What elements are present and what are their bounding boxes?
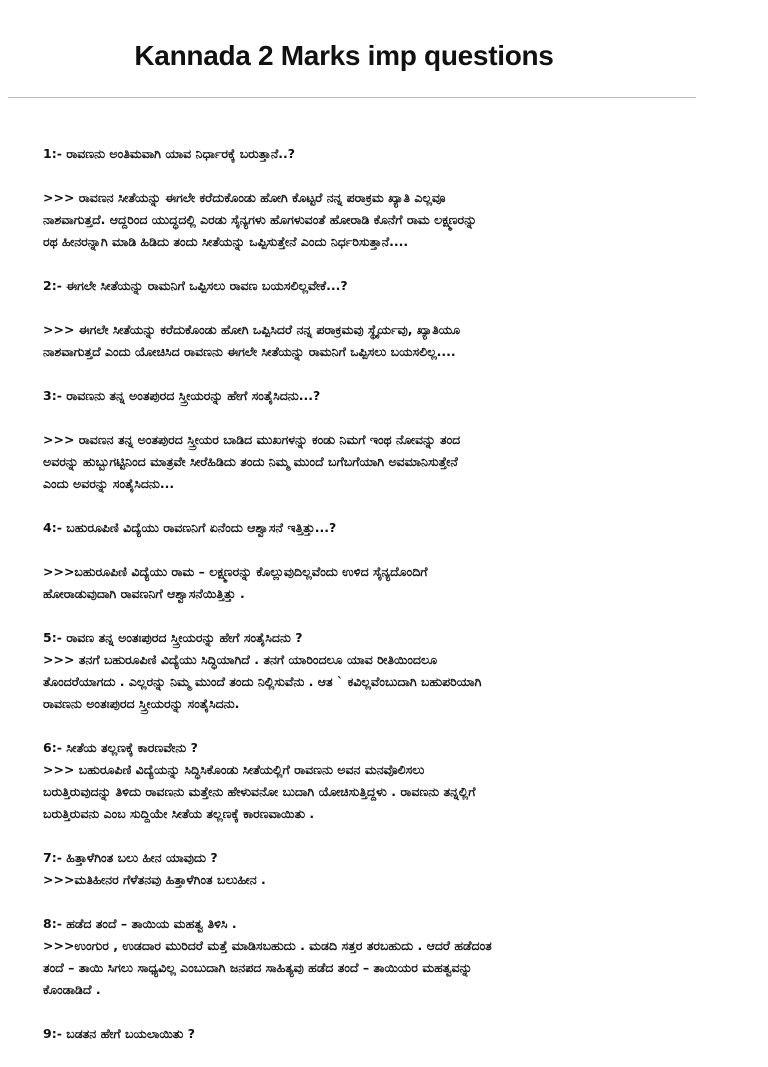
qa-block [43,517,683,605]
answer-text: ನಾಶವಾಗುತ್ತದೆ ಎಂದು ಯೋಚಿಸಿದ ರಾವಣನು ಈಗಲೇ ಸೀತೆಯನ್ನು ರಾಮನಿಗೆ ಒಪ್ಪಿಸಲು ಬಯಸಲಿಲ್ಲ.... [43,344,456,359]
answer-text: >>> ರಾವಣನ ತನ್ನ ಅಂತಪುರದ ಸ್ತ್ರೀಯರ ಬಾಡಿದ ಮುಖಗಳನ್ನು ಕಂಡು ನಿಮಗೆ ಇಂಥ ನೋವನ್ನು ತಂದ [43,432,461,447]
answer-text: >>>ಮತಿಹೀನರ ಗೆಳೆತನವು ಹಿತ್ತಾಳೆಗಿಂತ ಬಲುಹೀನ . [43,872,266,887]
question-text: 4:- ಬಹುರೂಪಿಣಿ ವಿದ್ಯೆಯು ರಾವಣನಿಗೆ ಏನೆಂದು ಆಶ್ವಾಸನೆ ಇತ್ತಿತ್ತು...? [43,520,337,535]
qa-block [43,847,683,891]
qa-block [43,1023,683,1045]
answer-text: >>> ಬಹುರೂಪಿಣಿ ವಿದ್ಯೆಯನ್ನು ಸಿದ್ಧಿಸಿಕೊಂಡು ಸೀತೆಯಲ್ಲಿಗೆ ರಾವಣನು ಅವನ ಮನವೊಲಿಸಲು [43,762,425,777]
answer-text: ತೊಂದರೆಯಾಗದು . ಎಲ್ಲರನ್ನು ನಿಮ್ಮ ಮುಂದೆ ತಂದು ನಿಲ್ಲಿಸುವೆನು . ಆತ ` ಕವಿಲ್ಲವೆಂಬುದಾಗಿ ಬಹುಪರಿಯಾಗಿ [43,674,482,689]
answer-text: ಬರುತ್ತಿರುವನು ಎಂಬ ಸುದ್ದಿಯೇ ಸೀತೆಯ ತಲ್ಲಣಕ್ಕೆ ಕಾರಣವಾಯಿತು . [43,806,315,821]
answer-text: >>> ತನಗೆ ಬಹುರೂಪಿಣಿ ವಿದ್ಯೆಯು ಸಿದ್ಧಿಯಾಗಿದೆ . ತನಗೆ ಯಾರಿಂದಲೂ ಯಾವ ರೀತಿಯಿಂದಲೂ [43,652,438,667]
answer-text: >>>ಉಂಗುರ , ಉಡದಾರ ಮುರಿದರೆ ಮತ್ತೆ ಮಾಡಿಸಬಹುದು . ಮಡದಿ ಸತ್ತರ ತರಬಹುದು . ಆದರೆ ಹಡೆದಂತ [43,938,492,953]
answer-text: ನಾಶವಾಗುತ್ತದೆ. ಆದ್ದರಿಂದ ಯುದ್ಧದಲ್ಲಿ ಎರಡು ಸೈನ್ಯಗಳು ಹೊಗಳುವಂತೆ ಹೋರಾಡಿ ಕೊನೆಗೆ ರಾಮ ಲಕ್ಷ್ಮಣರನ್ನು [43,212,477,227]
answer-text: ತಂದೆ – ತಾಯಿ ಸಿಗಲು ಸಾಧ್ಯವಿಲ್ಲ ಎಂಬುದಾಗಿ ಜನಪದ ಸಾಹಿತ್ಯವು ಹಡೆದ ತಂದೆ – ತಾಯಿಯರ ಮಹತ್ವವನ್ನು [43,960,473,975]
qa-block [43,143,683,253]
question-text: 2:- ಈಗಲೇ ಸೀತೆಯನ್ನು ರಾಮನಿಗೆ ಒಪ್ಪಿಸಲು ರಾವಣ ಬಯಸಲಿಲ್ಲವೇಕೆ...? [43,278,348,293]
question-text: 5:- ರಾವಣ ತನ್ನ ಅಂತಃಪುರದ ಸ್ತ್ರೀಯರನ್ನು ಹೇಗೆ ಸಂತೈಸಿದನು ? [43,630,303,645]
answer-text: ಹೋರಾಡುವುದಾಗಿ ರಾವಣನಿಗೆ ಆಶ್ವಾಸನೆಯಿತ್ತಿತ್ತು . [43,586,245,601]
answer-text: ರಥ ಹೀನರನ್ನಾಗಿ ಮಾಡಿ ಹಿಡಿದು ತಂದು ಸೀತೆಯನ್ನು ಒಪ್ಪಿಸುತ್ತೇನೆ ಎಂದು ನಿರ್ಧರಿಸುತ್ತಾನೆ.... [43,234,409,249]
answer-text: >>> ಈಗಲೇ ಸೀತೆಯನ್ನು ಕರೆದುಕೊಂಡು ಹೋಗಿ ಒಪ್ಪಿಸಿದರೆ ನನ್ನ ಪರಾಕ್ರಮವು ಸ್ಥೈರ್ಯವು, ಖ್ಯಾತಿಯೂ [43,322,461,337]
question-text: 6:- ಸೀತೆಯ ತಲ್ಲಣಕ್ಕೆ ಕಾರಣವೇನು ? [43,740,198,755]
question-text: 8:- ಹಡೆದ ತಂದೆ – ತಾಯಿಯ ಮಹತ್ವ ತಿಳಿಸಿ . [43,916,237,931]
answer-text: ಅವರನ್ನು ಹುಬ್ಬುಗಟ್ಟಿನಿಂದ ಮಾತ್ರವೇ ಸೀರೆಹಿಡಿದು ತಂದು ನಿಮ್ಮ ಮುಂದೆ ಬಗೆಬಗೆಯಾಗಿ ಅವಮಾನಿಸುತ್ತೇನೆ [43,454,458,469]
qa-block [43,913,683,1001]
answer-text: ಕೊಂಡಾಡಿದೆ . [43,982,101,997]
answer-text: >>>ಬಹುರೂಪಿಣಿ ವಿದ್ಯೆಯು ರಾಮ – ಲಕ್ಷ್ಮಣರನ್ನು ಕೊಲ್ಲುವುದಿಲ್ಲವೆಂದು ಉಳಿದ ಸೈನ್ಯದೊಂದಿಗೆ [43,564,428,579]
document-title: Kannada 2 Marks imp questions [134,40,554,71]
qa-block [43,627,683,715]
title-divider [8,97,696,98]
question-list [43,143,683,1067]
question-text: 9:- ಬಡತನ ಹೇಗೆ ಬಯಲಾಯಿತು ? [43,1026,195,1041]
qa-block [43,385,683,495]
answer-text: ಬರುತ್ತಿರುವುದನ್ನು ತಿಳಿದು ರಾವಣನು ಮತ್ತೇನು ಹೇಳುವನೋ ಬುದಾಗಿ ಯೋಚಿಸುತ್ತಿದ್ದಳು . ರಾವಣನು ತನ್ನಲ್ಲಿಗೆ [43,784,476,799]
answer-text: >>> ರಾವಣನ ಸೀತೆಯನ್ನು ಈಗಲೇ ಕರೆದುಕೊಂಡು ಹೋಗಿ ಕೊಟ್ಟರೆ ನನ್ನ ಪರಾಕ್ರಮ ಖ್ಯಾತಿ ಎಲ್ಲವೂ [43,190,446,205]
question-text: 1:- ರಾವಣನು ಅಂತಿಮವಾಗಿ ಯಾವ ನಿರ್ಧಾರಕ್ಕೆ ಬರುತ್ತಾನೆ..? [43,146,296,161]
question-text: 7:- ಹಿತ್ತಾಳೆಗಿಂತ ಬಲು ಹೀನ ಯಾವುದು ? [43,850,218,865]
qa-block [43,737,683,825]
answer-text: ಎಂದು ಅವರನ್ನು ಸಂತೈಸಿದನು... [43,476,175,491]
qa-block [43,275,683,363]
question-text: 3:- ರಾವಣನು ತನ್ನ ಅಂತಪುರದ ಸ್ತ್ರೀಯರನ್ನು ಹೇಗೆ ಸಂತೈಸಿದನು...? [43,388,321,403]
answer-text: ರಾವಣನು ಅಂತಃಪುರದ ಸ್ತ್ರೀಯರನ್ನು ಸಂತೈಸಿದನು. [43,696,240,711]
